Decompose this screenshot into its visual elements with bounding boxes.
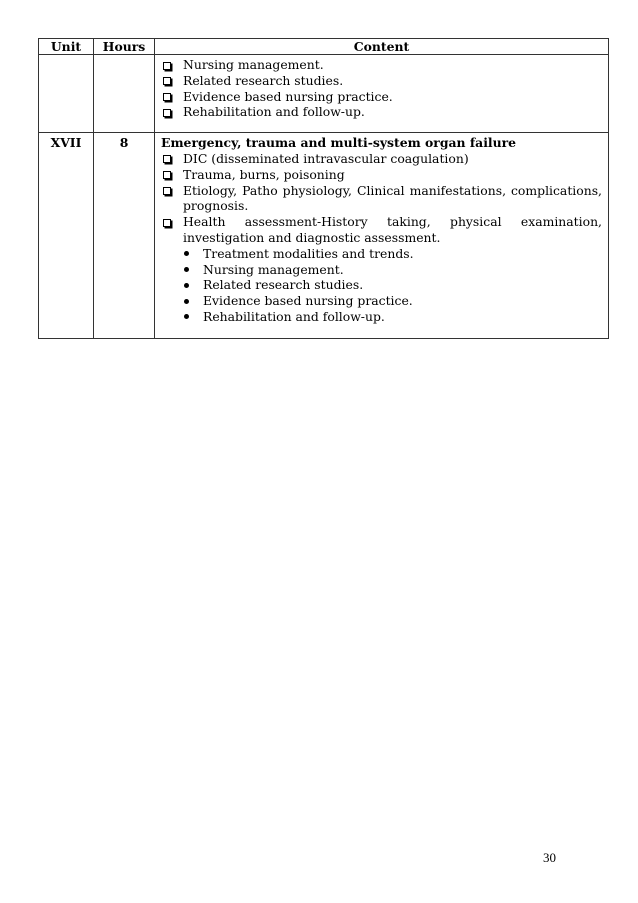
bullet-dot-icon — [184, 251, 189, 256]
list-item: Nursing management. — [161, 57, 602, 73]
checkbox-bullet-icon — [163, 219, 171, 227]
checkbox-bullet-icon — [163, 155, 171, 163]
header-content: Content — [155, 39, 609, 55]
table-row — [39, 133, 609, 339]
content-cell — [155, 55, 609, 133]
list-item: Health assessment-History taking, physical examination, investigation and diagnostic assessment. — [161, 214, 602, 246]
list-item: Rehabilitation and follow-up. — [161, 104, 602, 120]
checkbox-bullet-icon — [163, 77, 171, 85]
unit-heading: Emergency, trauma and multi-system organ failure — [161, 135, 517, 151]
bullet-dot-icon — [184, 299, 189, 304]
list-item: DIC (disseminated intravascular coagulation) — [161, 151, 602, 167]
content-table — [38, 38, 609, 339]
checkbox-bullet-icon — [163, 109, 171, 117]
list-item: Etiology, Patho physiology, Clinical manifestations, complications, prognosis. — [161, 183, 602, 215]
page-number: 30 — [543, 850, 556, 865]
sub-list-item: Nursing management. — [161, 262, 602, 278]
sub-list-item: Rehabilitation and follow-up. — [161, 309, 602, 325]
bullet-dot-icon — [184, 267, 189, 272]
checkbox-bullet-icon — [163, 171, 171, 179]
table-header-row — [39, 39, 609, 55]
content-cell — [155, 133, 609, 339]
hours-cell: 8 — [94, 133, 155, 339]
header-unit: Unit — [39, 39, 94, 55]
list-item: Evidence based nursing practice. — [161, 89, 602, 105]
list-item: Related research studies. — [161, 73, 602, 89]
sub-list-item: Related research studies. — [161, 277, 602, 293]
table-row — [39, 55, 609, 133]
sub-list-item: Evidence based nursing practice. — [161, 293, 602, 309]
list-item: Trauma, burns, poisoning — [161, 167, 602, 183]
unit-cell — [39, 55, 94, 133]
checkbox-bullet-icon — [163, 93, 171, 101]
checkbox-bullet-icon — [163, 62, 171, 70]
unit-cell: XVII — [39, 133, 94, 339]
checkbox-bullet-icon — [163, 187, 171, 195]
hours-cell — [94, 55, 155, 133]
header-hours: Hours — [94, 39, 155, 55]
bullet-dot-icon — [184, 283, 189, 288]
bullet-dot-icon — [184, 314, 189, 319]
sub-list-item: Treatment modalities and trends. — [161, 246, 602, 262]
